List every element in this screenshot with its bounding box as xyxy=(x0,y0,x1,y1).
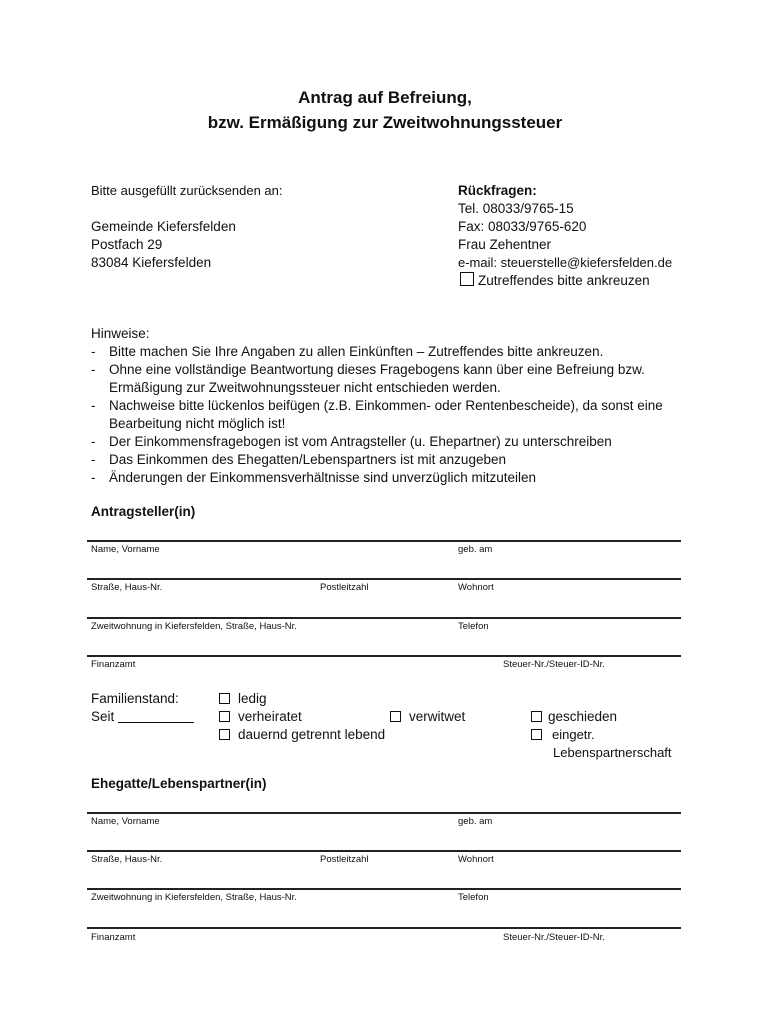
spouse-tax-office-label: Finanzamt xyxy=(91,932,136,943)
checkbox-icon[interactable] xyxy=(390,711,401,722)
option-married-label: verheiratet xyxy=(238,709,302,724)
spouse-name-label: Name, Vorname xyxy=(91,816,160,827)
applicant-heading: Antragsteller(in) xyxy=(91,504,196,519)
field-rule xyxy=(87,578,681,580)
applicant-residence-label: Wohnort xyxy=(458,582,494,593)
marital-label: Familienstand: xyxy=(91,691,179,706)
option-divorced-label: geschieden xyxy=(548,709,618,724)
field-rule xyxy=(87,540,681,542)
return-label: Bitte ausgefüllt zurücksenden an: xyxy=(91,183,283,198)
contact-email: e-mail: steuerstelle@kiefersfelden.de xyxy=(458,255,673,270)
check-hint-label: Zutreffendes bitte ankreuzen xyxy=(478,273,650,288)
title-line-1: Antrag auf Befreiung, xyxy=(298,88,472,107)
applicant-zip-label: Postleitzahl xyxy=(320,582,369,593)
field-rule xyxy=(87,812,681,814)
option-separated-label: dauernd getrennt lebend xyxy=(238,727,386,742)
checkbox-icon xyxy=(460,272,474,286)
notes-list xyxy=(89,343,689,487)
option-married[interactable] xyxy=(219,708,302,726)
option-divorced[interactable] xyxy=(531,708,617,726)
note-item: - Nachweise bitte lückenlos beifügen (z.B. Einkommen- oder Rentenbescheide), da sonst eine Bearbeitung nicht möglich ist! xyxy=(89,397,689,433)
return-address-line-2: Postfach 29 xyxy=(91,237,163,252)
checkbox-icon[interactable] xyxy=(219,729,230,740)
contact-tel: Tel. 08033/9765-15 xyxy=(458,201,574,216)
option-single[interactable] xyxy=(219,690,267,708)
contact-heading: Rückfragen: xyxy=(458,183,537,198)
spouse-street-label: Straße, Haus-Nr. xyxy=(91,854,163,865)
applicant-street-label: Straße, Haus-Nr. xyxy=(91,582,163,593)
option-widowed-label: verwitwet xyxy=(409,709,466,724)
option-partnership-label-1: eingetr. xyxy=(552,727,595,742)
return-address-line-1: Gemeinde Kiefersfelden xyxy=(91,219,236,234)
check-hint xyxy=(460,272,650,290)
contact-person: Frau Zehentner xyxy=(458,237,552,252)
option-widowed[interactable] xyxy=(390,708,465,726)
spouse-zip-label: Postleitzahl xyxy=(320,854,369,865)
spouse-residence-label: Wohnort xyxy=(458,854,494,865)
applicant-phone-label: Telefon xyxy=(458,621,489,632)
applicant-second-home-label: Zweitwohnung in Kiefersfelden, Straße, Haus-Nr. xyxy=(91,621,297,632)
option-partnership-label-2: Lebenspartnerschaft xyxy=(553,745,672,760)
note-item: - Bitte machen Sie Ihre Angaben zu allen Einkünften – Zutreffendes bitte ankreuzen. xyxy=(89,343,689,361)
checkbox-icon[interactable] xyxy=(531,729,542,740)
checkbox-icon[interactable] xyxy=(219,711,230,722)
checkbox-icon[interactable] xyxy=(531,711,542,722)
title-line-2: bzw. Ermäßigung zur Zweitwohnungssteuer xyxy=(207,113,563,132)
spouse-phone-label: Telefon xyxy=(458,892,489,903)
since-date-field[interactable] xyxy=(118,710,194,723)
checkbox-icon[interactable] xyxy=(219,693,230,704)
field-rule xyxy=(87,655,681,657)
spouse-tax-id-label: Steuer-Nr./Steuer-ID-Nr. xyxy=(503,932,605,943)
applicant-tax-id-label: Steuer-Nr./Steuer-ID-Nr. xyxy=(503,659,605,670)
return-address-line-3: 83084 Kiefersfelden xyxy=(91,255,212,270)
note-item: - Das Einkommen des Ehegatten/Lebenspartners ist mit anzugeben xyxy=(89,451,689,469)
marital-since-label: Seit xyxy=(91,709,115,724)
option-partnership[interactable] xyxy=(531,726,595,744)
option-single-label: ledig xyxy=(238,691,267,706)
marital-since xyxy=(91,708,194,726)
field-rule xyxy=(87,850,681,852)
contact-fax: Fax: 08033/9765-620 xyxy=(458,219,587,234)
spouse-second-home-label: Zweitwohnung in Kiefersfelden, Straße, Haus-Nr. xyxy=(91,892,297,903)
field-rule xyxy=(87,888,681,890)
applicant-name-label: Name, Vorname xyxy=(91,544,160,555)
notes-heading: Hinweise: xyxy=(91,326,150,341)
spouse-heading: Ehegatte/Lebenspartner(in) xyxy=(91,776,267,791)
field-rule xyxy=(87,927,681,929)
option-separated[interactable] xyxy=(219,726,385,744)
applicant-dob-label: geb. am xyxy=(458,544,493,555)
applicant-tax-office-label: Finanzamt xyxy=(91,659,136,670)
note-item: - Ohne eine vollständige Beantwortung dieses Fragebogens kann über eine Befreiung bzw. Ermäßigung zur Zweitwohnungssteuer nicht entschieden werden. xyxy=(89,361,689,397)
spouse-dob-label: geb. am xyxy=(458,816,493,827)
field-rule xyxy=(87,617,681,619)
note-item: - Der Einkommensfragebogen ist vom Antragsteller (u. Ehepartner) zu unterschreiben xyxy=(89,433,689,451)
note-item: - Änderungen der Einkommensverhältnisse sind unverzüglich mitzuteilen xyxy=(89,469,689,487)
